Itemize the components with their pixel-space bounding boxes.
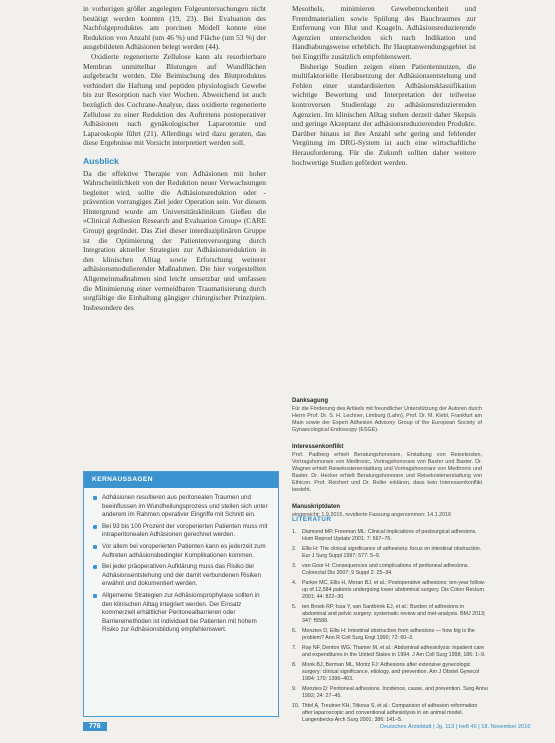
- literature-item: 6. Menzies D, Ellis H: Intestinal obstruction from adhesions — how big is the problem? Ann R Coll Surg Engl 1990; 72: 60–3.: [292, 628, 475, 641]
- note-text: Für die Förderung des Artikels mit freundlicher Unterstützung der Autoren durch Herrn Prof. Dr. S. H. Lechner, Limburg (Lahn), Prof. Dr. M. Klebl, Frankfurt am Main sowie der Expert Adhesion Advisory Group of the European Society of Gynaecological Endoscopy (ESGE).: [292, 406, 482, 433]
- note-text: Prof. Padberg erhielt Beratungshonorare, Erstattung von Reisekosten, Vortragshonorare von Medtronic, Vortragshonorare von Baxter und Baxter. Dr. Wagner erhielt Reisekostenerstattung und Vortragshonorare von Medtronic und Baxter. Dr. Hecker erhielt Beratungshonorare und Reisekostenerstattung von Ethicon. Prof. Reichert und Dr. Roller erklären, dass kein Interessenkonflikt besteht.: [292, 452, 482, 493]
- literature-list: [292, 529, 488, 727]
- literature-item: 7. Ray NF, Denton WG, Thamer M, et al.: Abdominal adhesiolysis: inpatient care and expenditures in the United States in 1994. J Am Coll Surg 1998; 186: 1–9.: [292, 645, 486, 658]
- literature-item: 4. Parker MC, Ellis H, Moran BJ, et al.: Postoperative adhesions: ten-year follow-up of 12,584 patients undergoing lower abdominal surgery. Dis Colon Rectum 2001; 44: 822–30.: [292, 580, 486, 600]
- literature-heading: LITERATUR: [292, 516, 332, 523]
- note-title: Interessenkonflikt: [292, 444, 344, 450]
- note-acknowledgement: [292, 398, 482, 434]
- note-title: Manuskriptdaten: [292, 504, 341, 510]
- key-box-title: KERNAUSSAGEN: [84, 472, 278, 488]
- key-message-item: Bei jeder präoperativen Aufklärung muss das Risiko der Adhäsionsentstehung und der damit verbundenen Risiken erwähnt und dokumentiert werden.: [93, 563, 270, 589]
- key-message-item: Adhäsionen resultieren aus peritonealen Traumen und beeinflussen im Wundheilungsprozess und stellen sich unter anderem im Rahmen operativer Eingriffe mit Schnitt ein.: [93, 494, 270, 520]
- literature-item: 10. Tittel A, Treutner KH, Titkova S, et al.: Comparison of adhesion reformation after laparoscopic and conventional adhesiolysis in an animal model. Langenbecks Arch Surg 2001; 386: 141–5.: [292, 703, 478, 723]
- page-number: 776: [83, 722, 107, 731]
- body-paragraph: Mesothels, minimieren Gewebetrockenheit und Fremdmaterialien sowie Spülung des Bauchraumes zur Entfernung von Blut und Koageln. Adhäsionsreduzierende Agenzien unterscheiden sich nach Indikation und Handhabungsweise erheblich. Ihr Hauptanwendungsgebiet ist bei Eingriffe zusätzlich empfehlenswert.: [292, 4, 476, 61]
- literature-item: 3. van Goor H: Consequences and complications of peritoneal adhesions. Colorectal Dis 2007; 9 Suppl 2: 25–34.: [292, 563, 469, 576]
- body-paragraph: Bisherige Studien zeigen einen Patientennutzen, die multifaktorielle Herabsetzung der Adhäsionsentstehung und Fehlen einer standardisierten Adhäsionsklassifikation wichtige Bewertung und Interpretation der teilweise kontroversen Studienlage zu adhäsionsreduzierenden Agenzien. Im klinischen Alltag stehen derzeit daher Skepsis und geringe Akzeptanz der adhäsionsreduzierenden Produkte. Darüber hinaus ist ihre Anzahl sehr gering und fehlender Vergütung im DRG-System ist auch eine wirtschaftliche Herausforderung. Für die Zukunft sollten daher weitere hochwertige Studien gefördert werden.: [292, 61, 476, 167]
- note-text: eingereicht: 1.9.2015, revidierte Fassung angenommen: 14.1.2016: [292, 512, 452, 518]
- note-conflict-of-interest: [292, 444, 482, 494]
- literature-item: 8. Monk BJ, Berman ML, Montz FJ: Adhesions after extensive gynecologic surgery: clinical significance, etiology, and prevention. Am J Obstet Gynecol 1994; 170: 1396–403.: [292, 662, 480, 682]
- journal-footer: Deutsches Ärzteblatt | Jg. 113 | Heft 46 | 18. November 2016: [380, 724, 531, 730]
- right-text-column: [292, 4, 476, 167]
- key-messages-list: [84, 494, 278, 635]
- section-heading-ausblick: Ausblick: [83, 155, 119, 166]
- key-message-item: Vor allem bei voroperierten Patienten kann es jederzeit zum Auftreten adhäsionsbedingter Komplikationen kommen.: [93, 543, 270, 560]
- literature-item: 9. Menzies D: Peritoneal adhesions. Incidence, cause, and prevention. Surg Annu 1992; 24: 27–45.: [292, 686, 488, 699]
- left-text-column: [83, 4, 266, 312]
- literature-item: 5. ten Broek RP, Issa Y, van Santbrink EJ, et al.: Burden of adhesions in abdominal and pelvic surgery: systematic review and met-analysis. BMJ 2013; 347: f5588.: [292, 604, 486, 624]
- note-title: Danksagung: [292, 398, 329, 404]
- key-message-item: Allgemeine Strategien zur Adhäsionsprophylaxe sollten in den klinischen Alltag integriert werden. Der Einsatz kommerziell erhältlicher Peritonealbarrieren oder Barrieremethoden ist individuell bei Patienten mit hohem Risiko zur Adhäsionsbildung empfehlenswert.: [93, 592, 270, 635]
- body-paragraph: Da die effektive Therapie von Adhäsionen mit hoher Wahrscheinlichkeit von der Reduktion neuer Verwachsungen begleitet wird, sollte die Adhäsionsreduktion oder -prävention vorrangiges Ziel jeder Operation sein. Vor diesem Hintergrund wurde am Universitätsklinikum Gießen die »Clinical Adhesion Research and Evaluation Group« (CARE Group) gegründet. Das Ziel dieser interdisziplinären Gruppe ist die Optimierung der Patientenversorgung durch Integration aktueller Strategien zur Adhäsionsreduktion in den klinischen Alltag sowie Erforschung weiterer adhäsionsmodulierender Maßnahmen. Die hier vorgestellten Allgemeinmaßnahmen sind leicht umsetzbar und umfassen die Minimierung einer vermeidbaren Traumatisierung durch sorgfältige die Einhaltung gängiger chirurgischer Prinzipien. Insbesondere des: [83, 168, 266, 312]
- body-paragraph: Oxidierte regenerierte Zellulose kann als resorbierbare Membran unmittelbar Blutungen auf Wundflächen aufgebracht werden. Die Beimischung des Blutproduktes verhindert die Haftung und peptiden physiologisch Gewebe bis zur Resorption nach vier Wochen. Abweichend ist auch bezüglich des Cochrane-Analyse, dass oxidierte regenerierte Zellulose zu einer Reduktion des Auftretens postoperativer Adhäsionen nach gynäkologischer Laparotomie und Laparoskopie führt (21). Allerdings wird dazu geraten, das diese Ergebnisse mit Vorsicht interpretiert werden soll.: [83, 51, 266, 148]
- body-paragraph: in vorherigen größer angelegten Folgeuntersuchungen nicht bestätigt werden konnten (19, 23). Bei Evaluation des Nachfolgeproduktes am porcinen Modell konnte eine Reduktion von Anzahl (um 46 %) und Fläche (um 53 %) der ausgebildeten Adhäsionen belegt werden (44).: [83, 4, 266, 52]
- key-message-item: Bei 93 bis 100 Prozent der voroperierten Patienten muss mit intraperitonealen Adhäsionen gerechnet werden.: [93, 523, 270, 540]
- literature-item: 1. Diamond MP, Freeman ML: Clinical implications of postsurgical adhesions. Hum Reprod Update 2001; 7: 567–76.: [292, 529, 477, 542]
- notes-section: [292, 398, 482, 529]
- key-messages-box: [83, 471, 279, 717]
- literature-item: 2. Ellis H: The clinical significance of adhesions: focus on intestinal obstruction. Eur J Surg Suppl 1997; 577: 5–9.: [292, 546, 482, 559]
